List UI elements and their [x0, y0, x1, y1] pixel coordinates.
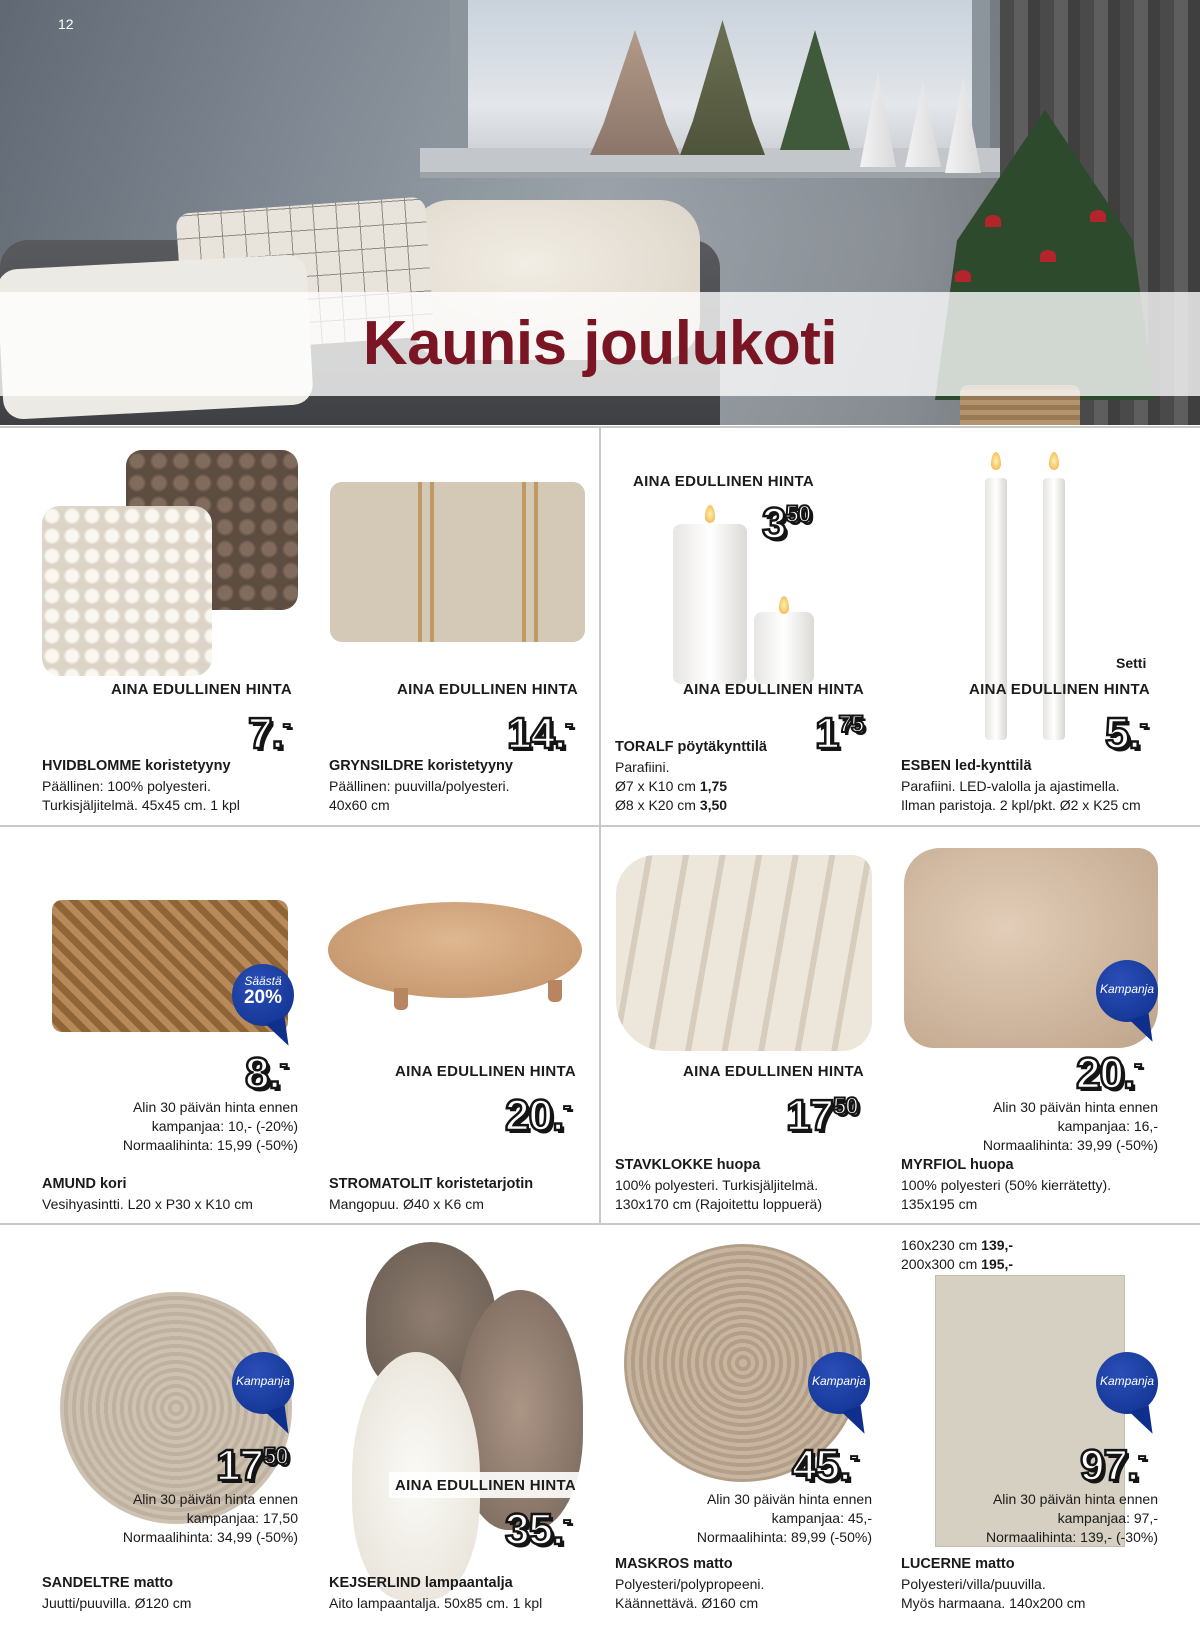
always-low-price-label: AINA EDULLINEN HINTA	[683, 1063, 864, 1080]
product-image-led-taper	[1043, 478, 1065, 740]
product-name: STROMATOLIT koristetarjotin	[329, 1176, 534, 1192]
product-image-faux-fur-throw	[616, 855, 872, 1051]
flame-icon	[1049, 452, 1059, 470]
product-name: MASKROS matto	[615, 1556, 733, 1572]
campaign-badge: Kampanja	[808, 1352, 870, 1414]
price: $17^{50}$	[786, 1091, 858, 1140]
always-low-price-label: AINA EDULLINEN HINTA	[395, 1477, 576, 1494]
product-name: STAVKLOKKE huopa	[615, 1157, 761, 1173]
always-low-price-label: AINA EDULLINEN HINTA	[969, 681, 1150, 698]
product-name: LUCERNE matto	[901, 1556, 1015, 1572]
product-image-led-taper	[985, 478, 1007, 740]
product-name: GRYNSILDRE koristetyyny	[329, 758, 513, 774]
campaign-badge: Kampanja	[1096, 1352, 1158, 1414]
discount-badge: Säästä 20%	[232, 964, 294, 1026]
campaign-badge: Kampanja	[1096, 960, 1158, 1022]
product-name: TORALF pöytäkynttilä	[615, 739, 767, 755]
product-name: HVIDBLOMME koristetyyny	[42, 758, 231, 774]
always-low-price-label: AINA EDULLINEN HINTA	[633, 473, 814, 490]
always-low-price-label: AINA EDULLINEN HINTA	[683, 681, 864, 698]
always-low-price-label: AINA EDULLINEN HINTA	[111, 681, 292, 698]
grid-divider	[599, 426, 601, 1224]
tray-foot	[394, 988, 408, 1010]
price: 97.-	[1080, 1441, 1146, 1490]
price: 5.-	[1105, 709, 1147, 758]
page-number: 12	[58, 16, 74, 32]
flame-icon	[705, 505, 715, 523]
product-name: SANDELTRE matto	[42, 1575, 174, 1591]
product-description: Juutti/puuvilla. Ø120 cm	[42, 1595, 192, 1611]
price: $3^{50}$	[762, 499, 811, 548]
always-low-price-label: AINA EDULLINEN HINTA	[395, 1063, 576, 1080]
previous-price: Alin 30 päivän hinta ennen kampanjaa: 45,- Normaalihinta: 89,99 (-50%)	[696, 1491, 872, 1545]
price: $1^{75}$	[815, 709, 864, 758]
price: 20.-	[505, 1091, 571, 1140]
product-image-pillar-candle-small	[754, 612, 814, 684]
product-description: Parafiini. LED-valolla ja ajastimella. Ilman paristoja. 2 kpl/pkt. Ø2 x K25 cm	[901, 778, 1141, 813]
product-description: 100% polyesteri. Turkisjäljitelmä. 130x170 cm (Rajoitettu loppuerä)	[615, 1177, 823, 1212]
campaign-badge: Kampanja	[232, 1352, 294, 1414]
previous-price: Alin 30 päivän hinta ennen kampanjaa: 97,- Normaalihinta: 139,- (-30%)	[986, 1491, 1158, 1545]
hero-mushroom-ornament	[985, 215, 1001, 227]
flame-icon	[779, 596, 789, 614]
hero-mushroom-ornament	[955, 270, 971, 282]
product-image-pillar-candle-large	[673, 524, 747, 684]
product-description: Päällinen: puuvilla/polyesteri. 40x60 cm	[329, 778, 510, 813]
hero-mushroom-ornament	[1090, 210, 1106, 222]
always-low-price-label: AINA EDULLINEN HINTA	[397, 681, 578, 698]
product-description: Aito lampaantalja. 50x85 cm. 1 kpl	[329, 1595, 543, 1611]
product-name: ESBEN led-kynttilä	[901, 758, 1032, 774]
product-image-wooden-tray	[328, 902, 582, 998]
price: $17^{50}$	[216, 1441, 288, 1490]
hero-mushroom-ornament	[1040, 250, 1056, 262]
product-description: Polyesteri/polypropeeni. Käännettävä. Ø160 cm	[615, 1576, 765, 1611]
previous-price: Alin 30 päivän hinta ennen kampanjaa: 16,- Normaalihinta: 39,99 (-50%)	[982, 1099, 1158, 1153]
previous-price: Alin 30 päivän hinta ennen kampanjaa: 17,50 Normaalihinta: 34,99 (-50%)	[122, 1491, 298, 1545]
price: 14.-	[507, 709, 573, 758]
product-description: Polyesteri/villa/puuvilla. Myös harmaana. 140x200 cm	[901, 1576, 1086, 1611]
page-title: Kaunis joulukoti	[362, 309, 838, 378]
product-description: Parafiini. Ø7 x K10 cm 1,75 Ø8 x K20 cm 3,50	[615, 759, 728, 813]
product-description: 100% polyesteri (50% kierrätetty). 135x195 cm	[901, 1177, 1112, 1212]
tray-foot	[548, 980, 562, 1002]
product-name: MYRFIOL huopa	[901, 1157, 1014, 1173]
price: 8.-	[245, 1049, 287, 1098]
flame-icon	[991, 452, 1001, 470]
previous-price: Alin 30 päivän hinta ennen kampanjaa: 10,- (-20%) Normaalihinta: 15,99 (-50%)	[122, 1099, 298, 1153]
size-price-list: 160x230 cm 139,- 200x300 cm 195,-	[901, 1237, 1014, 1272]
product-image-kilim-cushion	[330, 482, 585, 642]
price: 20.-	[1076, 1049, 1142, 1098]
product-name: AMUND kori	[42, 1176, 127, 1192]
product-name: KEJSERLIND lampaantalja	[329, 1575, 513, 1591]
product-description: Päällinen: 100% polyesteri. Turkisjäljitelmä. 45x45 cm. 1 kpl	[42, 778, 240, 813]
price: 35.-	[505, 1505, 571, 1554]
price: 45.-	[792, 1441, 858, 1490]
product-description: Vesihyasintti. L20 x P30 x K10 cm	[42, 1196, 253, 1212]
product-description: Mangopuu. Ø40 x K6 cm	[329, 1196, 484, 1212]
price: 7.-	[248, 709, 290, 758]
set-label: Setti	[1116, 655, 1147, 671]
product-image-white-cushion	[42, 506, 212, 676]
